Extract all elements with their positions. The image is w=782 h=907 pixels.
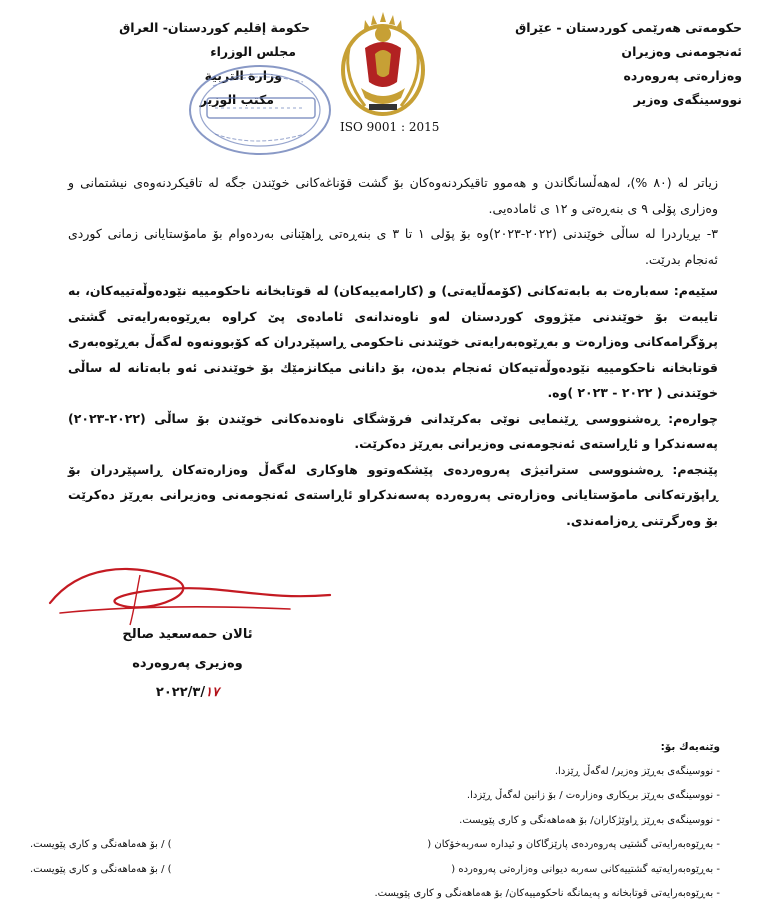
cc-item-text: - نووسینگەی بەڕێز وەزیر/ لەگەڵ ڕێزدا. [554, 765, 720, 777]
cc-item-side: ) / بۆ هەماهەنگی و كاری پێویست. [30, 863, 172, 875]
header-kurdish-line-4: نووسینگەی وەزیر [633, 92, 742, 107]
signature-block [100, 620, 275, 707]
cc-item-text: - نووسینگەی بەڕێز ڕاوێژكاران/ بۆ هەماهەنگی و كاری پێویست. [459, 814, 720, 826]
iso-certification: ISO 9001 : 2015 [340, 120, 440, 134]
header-kurdish [492, 16, 742, 112]
list-item [30, 809, 720, 834]
list-item [30, 784, 720, 809]
signatory-name: ئالان حمەسعید صالح [122, 627, 253, 642]
header-arabic-line-4: مكتب الوزير [199, 92, 274, 107]
header-arabic-line-1: حكومة إقليم كوردستان- العراق [119, 20, 310, 35]
cc-item-text: - بەڕێوەبەرایەتی گشتیی پەروەردەی پارێزگاكان و ئیدارە سەربەخۆكان ( [427, 839, 720, 850]
letter-date-typed: ٢٠٢٢/٣/ [155, 685, 206, 700]
cc-item-text: - نووسینگەی بەڕێز بریكاری وەزارەت / بۆ زانین لەگەڵ ڕێزدا. [466, 790, 720, 801]
cc-heading: وێنەیەك بۆ: [660, 741, 720, 753]
paragraph-4: چوارەم: ڕەشنووسی ڕێنمایی نوێی بەكرێدانی فرۆشگای ناوەندەكانی خوێندن بۆ ساڵی (٢٠٢٢-٢٠٢٣) پەسەندكرا و ئاڕاستەی ئەنجومەنی وەزیرانی بەڕێز دەكرێت. [68, 410, 718, 451]
list-item [30, 760, 720, 785]
paragraph-3: سێیەم: سەبارەت بە بابەتەكانی (كۆمەڵایەتی) و (كارامەییەكان) لە قوتابخانە ناحكومییە نێودەوڵەتییەكان، بە تایبەت بۆ خوێندنی مێژووی كوردستان لەو ناوەندانەی ئامادەی پێ كراوە بەڕێوەبەرایەتی گشتی پرۆگرامەكانی وەزارەت و بەڕێوەبەرایەتی خوێندنی ناحكومی ڕاسپێردران كە كۆبوونەوە لەگەڵ بەڕێوەبەری قوتابخانە ناحكومییە نێودەوڵەتیەكان ئەنجام بدەن، بۆ دانانی میكانزمێك بۆ خوێندنی ئەو بابەتانە لە ساڵی خوێندنی ( ٢٠٢٢ - ٢٠٢٣ )وە. [68, 283, 718, 400]
letter-date-handwritten: ١٧ [205, 685, 220, 700]
letter-body [68, 170, 718, 533]
letter-date [100, 678, 275, 707]
kurdistan-emblem-icon [335, 8, 431, 120]
cc-item-text: - بەڕێوەبەرایەتیە گشتییەكانی سەربە دیوانی وەزارەتی پەروەردە ( [451, 863, 720, 875]
signatory-title: وەزیری پەروەردە [132, 656, 243, 671]
list-item [30, 833, 720, 858]
paragraph-5: پێنجەم: ڕەشنووسی ستراتیژی پەروەردەی پێشكەوتوو هاوكاری لەگەڵ وەزارەتەكان ڕاسپێردران بۆ ڕاپۆرتەكانی مامۆستایانی وەزارەتی پەروەردە پەسەندكراو ئاڕاستەی ئەنجومەنی وەزیرانی بەڕێز دەكرێت بۆ وەرگرتنی ڕەزامەندی. [68, 461, 718, 528]
header-arabic-line-3: وزارة التربية [204, 68, 282, 83]
cc-list [30, 735, 720, 907]
header-kurdish-line-1: حكومەتی هەرێمی كوردستان - عێراق [515, 20, 742, 35]
cc-item-text: - بەڕێوەبەرایەتی قوتابخانە و پەیمانگە ناحكومییەكان/ بۆ هەماهەنگی و كاری پێویست. [374, 888, 720, 899]
ministry-stamp-icon [185, 60, 335, 160]
paragraph-1: زیاتر لە (٨٠ %)، لەهەڵسانگاندن و هەموو تاقیكردنەوەكان بۆ گشت قۆناغەكانی خوێندن جگە لە تاقیكردنەوەی نیشتمانی و وەزاری پۆلی ٩ ی بنەڕەتی و ١٢ ی ئامادەیی. [68, 175, 718, 216]
list-item [30, 858, 720, 883]
header-kurdish-line-2: ئەنجومەنی وەزیران [621, 44, 742, 59]
header-arabic-line-2: مجلس الوزراء [210, 44, 296, 59]
header-kurdish-line-3: وەزارەتی پەروەردە [623, 68, 742, 83]
cc-item-side: ) / بۆ هەماهەنگی و كاری پێویست. [30, 839, 172, 850]
paragraph-2: ٣- بڕیاردرا لە ساڵی خوێندنی (٢٠٢٢-٢٠٢٣)وە بۆ پۆلی ١ تا ٣ ی بنەڕەتی ڕاهێنانی بەردەوام بۆ مامۆستایانی زمانی كوردی ئەنجام بدرێت. [68, 226, 718, 267]
